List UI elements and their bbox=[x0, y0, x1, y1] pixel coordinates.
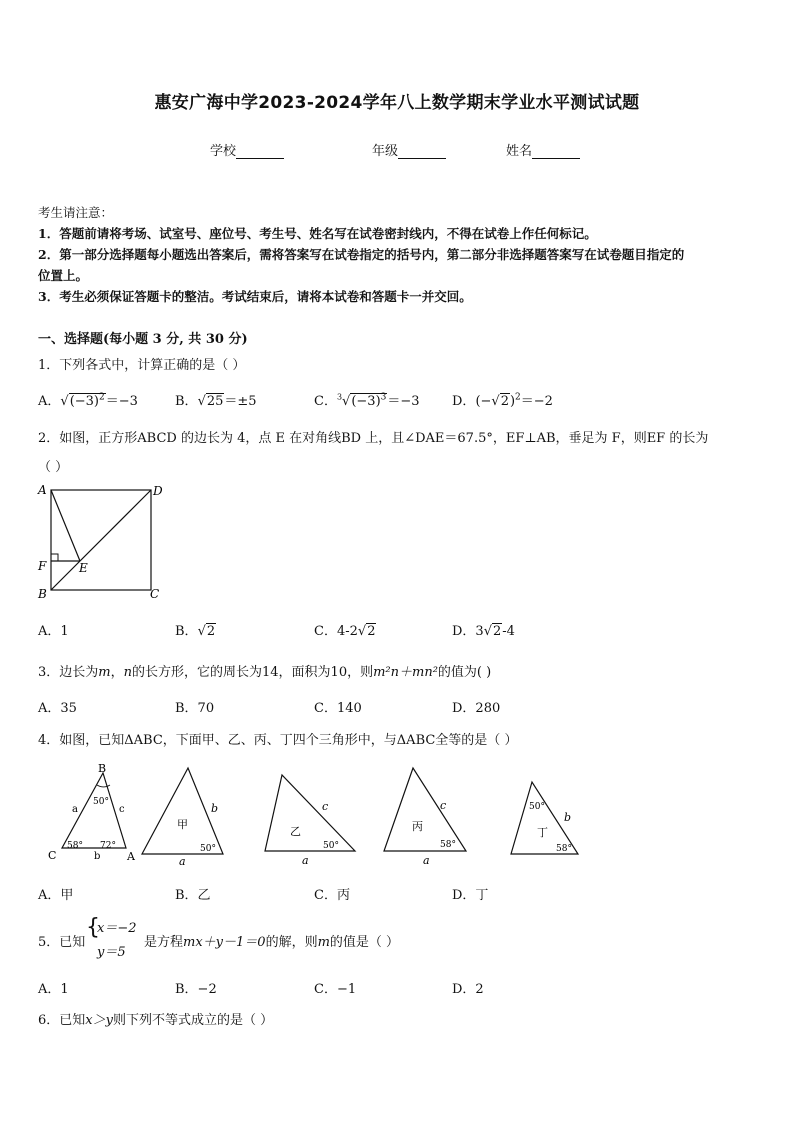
q4-option-c: C．丙 bbox=[314, 888, 350, 903]
q3-stem bbox=[38, 661, 491, 680]
grade-blank bbox=[398, 146, 446, 159]
segment-ae bbox=[51, 490, 80, 561]
q5-stem-rest bbox=[144, 931, 399, 950]
q5-brace: { bbox=[86, 915, 100, 940]
q2-stem-line1: 2．如图，正方形ABCD 的边长为 4，点 E 在对角线BD 上，且∠DAE＝67.5°，EF⊥AB，垂足为 F，则EF 的长为 bbox=[38, 431, 709, 446]
q3-expr: m²n＋mn² bbox=[373, 665, 438, 680]
q5-equation: mx＋y－1＝0 bbox=[183, 935, 266, 950]
q5-option-a: A．1 bbox=[38, 982, 69, 997]
q5-stem-4: 的值是（ ） bbox=[329, 935, 400, 950]
q1-stem: 1．下列各式中，计算正确的是（ ） bbox=[38, 358, 246, 373]
q5-stem-2: 是方程 bbox=[144, 935, 184, 950]
right-angle-mark bbox=[51, 554, 58, 561]
q2-option-b: B．√2 bbox=[175, 624, 216, 639]
grade-field bbox=[372, 140, 446, 159]
bing-name: 丙 bbox=[412, 820, 423, 833]
q3-stem-3: 的值为( ) bbox=[437, 665, 492, 680]
abc-side-b: b bbox=[94, 851, 101, 862]
abc-side-a: a bbox=[72, 804, 78, 815]
notice-heading: 考生请注意： bbox=[38, 205, 114, 220]
label-a: A bbox=[38, 483, 47, 497]
triangle-jia bbox=[142, 768, 223, 868]
q6-stem-1: 6．已知 bbox=[38, 1013, 86, 1028]
notice-item-3: 3．考生必须保证答题卡的整洁。考试结束后，请将本试卷和答题卡一并交回。 bbox=[38, 289, 472, 304]
q3-n: n bbox=[123, 665, 132, 680]
q3-option-c: C．140 bbox=[314, 701, 362, 716]
q1-d-prefix: D． bbox=[452, 394, 476, 409]
label-b: B bbox=[38, 587, 47, 601]
ding-angle-top: 50° bbox=[529, 802, 545, 812]
q5-option-b: B．−2 bbox=[175, 982, 217, 997]
q1-c-rhs: ＝−3 bbox=[387, 394, 420, 409]
name-blank bbox=[532, 146, 580, 159]
bing-angle: 58° bbox=[440, 840, 456, 850]
q3-option-a: A．35 bbox=[38, 701, 77, 716]
abc-angle-a: 72° bbox=[100, 841, 116, 851]
q4-option-a: A．甲 bbox=[38, 888, 74, 903]
q5-stem-1: 5．已知 bbox=[38, 935, 86, 950]
notice-item-2: 2．第一部分选择题每小题选出答案后，需将答案写在试卷指定的括号内，第二部分非选择题答案写在试卷题目指定的 bbox=[38, 247, 685, 262]
q6-condition: x＞y bbox=[85, 1013, 113, 1028]
ding-side-b: b bbox=[564, 811, 572, 824]
yi-name: 乙 bbox=[290, 825, 301, 838]
section-heading: 一、选择题(每小题 3 分, 共 30 分) bbox=[38, 332, 248, 347]
q1-option-a: A．$√(-3)^2=-3$ bbox=[38, 392, 138, 409]
q3-m: m bbox=[98, 665, 111, 680]
q2-d-suffix: -4 bbox=[502, 624, 515, 639]
q5-stem-3: 的解，则 bbox=[265, 935, 318, 950]
abc-label-b: B bbox=[98, 762, 107, 775]
q6-stem-2: 则下列不等式成立的是（ ） bbox=[112, 1013, 274, 1028]
q4-stem: 4．如图，已知ΔABC，下面甲、乙、丙、丁四个三角形中，与ΔABC全等的是（ ） bbox=[38, 733, 518, 748]
q1-c-prefix: C． bbox=[314, 394, 337, 409]
yi-side-c: c bbox=[322, 800, 329, 813]
label-f: F bbox=[38, 559, 47, 573]
q6-stem bbox=[38, 1009, 273, 1028]
triangle-bing bbox=[384, 768, 466, 867]
name-field bbox=[506, 140, 580, 159]
page-title: 惠安广海中学2023-2024学年八上数学期末学业水平测试试题 bbox=[154, 93, 640, 113]
school-label: 学校 bbox=[210, 144, 237, 159]
q3-option-d: D．280 bbox=[452, 701, 501, 716]
q5-option-d: D．2 bbox=[452, 982, 484, 997]
bing-side-c: c bbox=[440, 799, 447, 812]
q1-b-rad: 25 bbox=[206, 394, 224, 409]
jia-side-a: a bbox=[179, 855, 186, 868]
notice-item-2-cont: 位置上。 bbox=[38, 268, 89, 283]
q2-b-rad: 2 bbox=[206, 624, 216, 639]
abc-side-c: c bbox=[119, 804, 125, 815]
bing-side-a: a bbox=[423, 854, 430, 867]
q2-stem-line2: （ ） bbox=[38, 460, 69, 475]
q5-system-line1: x＝−2 bbox=[97, 921, 137, 936]
q2-square-figure bbox=[34, 480, 169, 605]
jia-side-b: b bbox=[211, 802, 219, 815]
abc-angle-c: 58° bbox=[67, 841, 83, 851]
diagonal-bd bbox=[51, 490, 151, 590]
abc-label-c: C bbox=[48, 849, 57, 862]
q3-option-b: B．70 bbox=[175, 701, 215, 716]
q2-c-prefix: C．4-2 bbox=[314, 624, 358, 639]
q2-d-rad: 2 bbox=[493, 624, 502, 639]
q1-d-rhs: ＝−2 bbox=[520, 394, 553, 409]
q3-stem-1: 3．边长为 bbox=[38, 665, 99, 680]
q4-option-d: D．丁 bbox=[452, 888, 489, 903]
q1-option-c: C．$^3√(-3)^3=-3$ bbox=[314, 392, 420, 409]
label-c: C bbox=[150, 587, 160, 601]
q1-option-b: B．√25＝±5 bbox=[175, 394, 257, 409]
abc-label-a: A bbox=[127, 850, 135, 863]
jia-name: 甲 bbox=[177, 818, 188, 831]
q4-option-b: B．乙 bbox=[175, 888, 211, 903]
triangle-yi bbox=[265, 775, 355, 867]
abc-angle-b: 50° bbox=[93, 797, 109, 807]
q1-option-d: D．$(-√2)^2=-2$ bbox=[452, 392, 553, 409]
q2-option-a: A．1 bbox=[38, 624, 69, 639]
ding-name: 丁 bbox=[537, 826, 548, 839]
q2-c-rad: 2 bbox=[367, 624, 376, 639]
q3-stem-2: 的长方形，它的周长为14，面积为10，则 bbox=[132, 665, 374, 680]
q5-option-c: C．−1 bbox=[314, 982, 357, 997]
label-d: D bbox=[153, 484, 163, 498]
q2-d-prefix: D．3 bbox=[452, 624, 484, 639]
jia-angle: 50° bbox=[200, 844, 216, 854]
label-e: E bbox=[79, 561, 88, 575]
yi-side-a: a bbox=[302, 854, 309, 867]
q3-sep: ， bbox=[110, 665, 124, 680]
q1-c-index: 3 bbox=[336, 392, 343, 402]
q5-m: m bbox=[317, 935, 330, 950]
notice-item-1: 1．答题前请将考场、试室号、座位号、考生号、姓名写在试卷密封线内，不得在试卷上作任何标记。 bbox=[38, 226, 597, 241]
q2-option-c: C．4-2√2 bbox=[314, 624, 376, 639]
q1-b-rhs: ＝±5 bbox=[224, 394, 257, 409]
school-field bbox=[210, 140, 284, 159]
yi-angle: 50° bbox=[323, 841, 339, 851]
q1-a-prefix: A． bbox=[38, 394, 61, 409]
q5-system-line2: y＝5 bbox=[97, 945, 126, 960]
grade-label: 年级 bbox=[372, 144, 399, 159]
q1-b-prefix: B． bbox=[175, 394, 198, 409]
ding-angle-right: 58° bbox=[556, 844, 572, 854]
q2-b-prefix: B． bbox=[175, 624, 198, 639]
q4-triangles-figure bbox=[40, 758, 590, 868]
triangle-ding bbox=[511, 782, 578, 854]
name-label: 姓名 bbox=[506, 144, 533, 159]
school-blank bbox=[236, 146, 284, 159]
triangle-abc bbox=[48, 762, 136, 863]
q1-a-rhs: ＝−3 bbox=[105, 394, 138, 409]
q2-option-d: D．3√2-4 bbox=[452, 624, 515, 639]
